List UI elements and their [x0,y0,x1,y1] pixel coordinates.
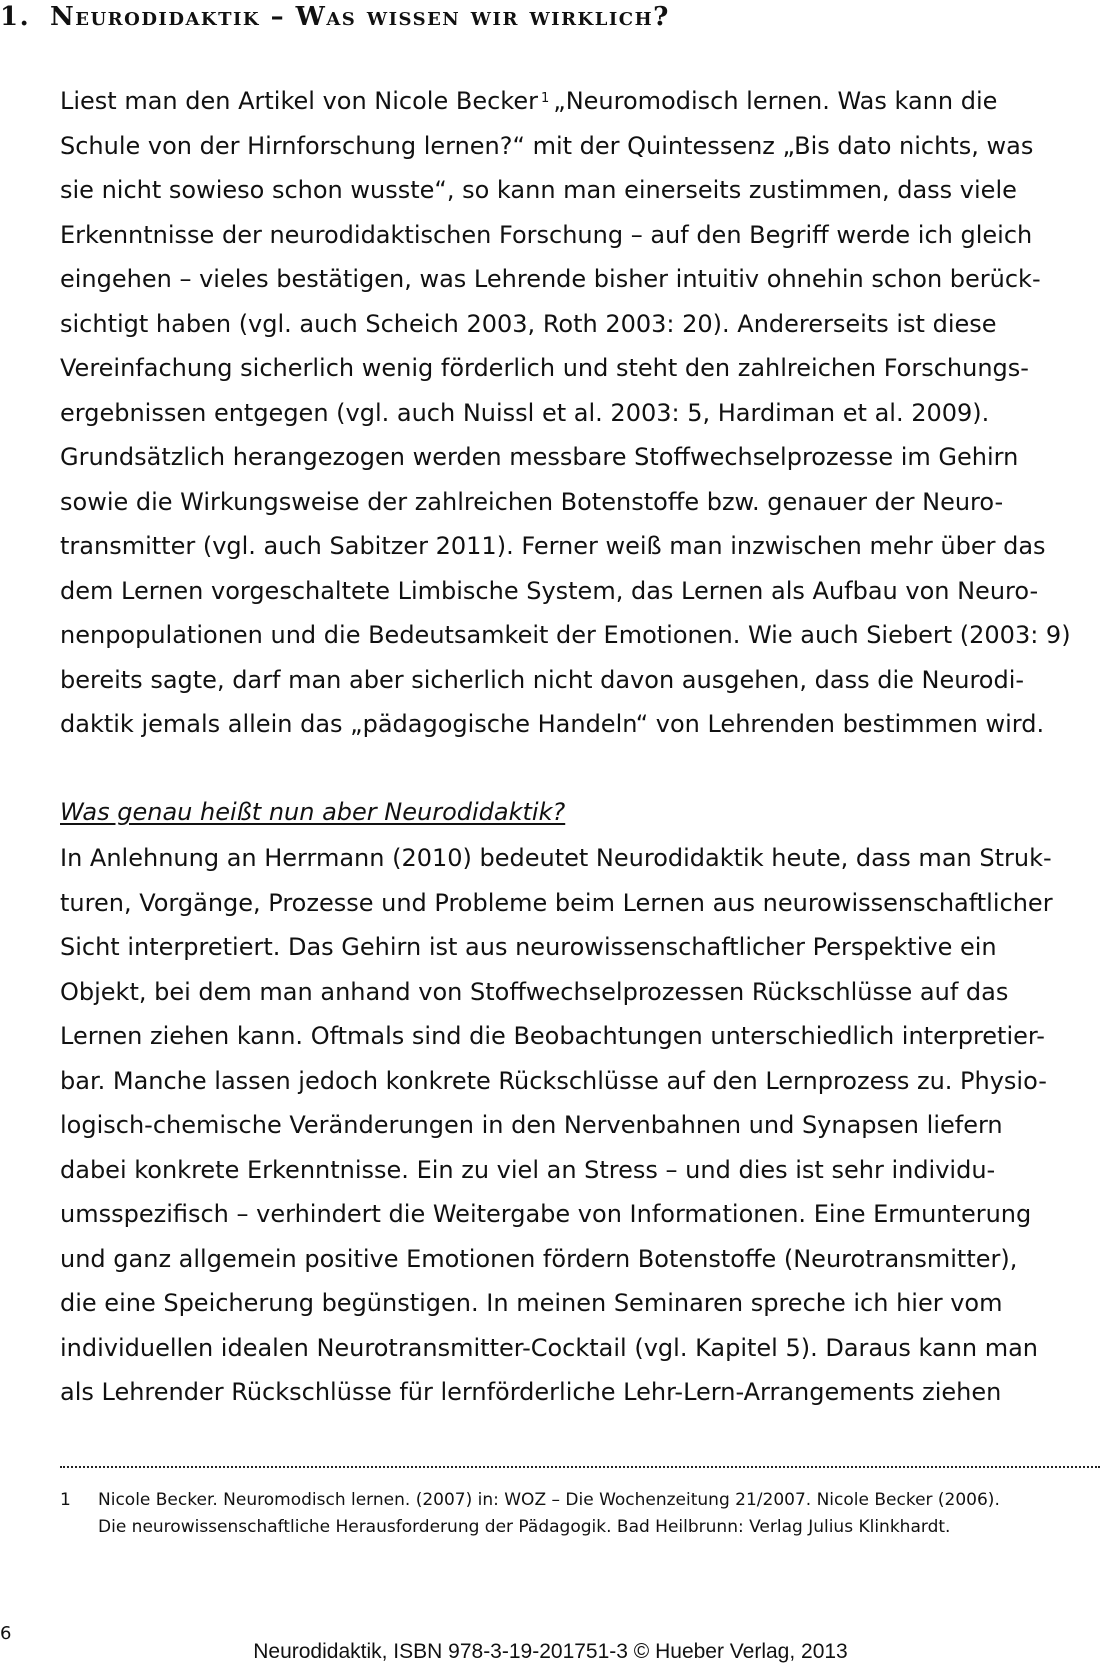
paragraph-line: sichtigt haben (vgl. auch Scheich 2003, Roth 2003: 20). Andererseits ist diese [60,309,997,338]
paragraph-line: ergebnissen entgegen (vgl. auch Nuissl et al. 2003: 5, Hardiman et al. 2009). [60,398,990,427]
paragraph-line: In Anlehnung an Herrmann (2010) bedeutet Neurodidaktik heute, dass man Struk- [60,844,1052,872]
text-after-footnote-ref: „Neuromodisch lernen. Was kann die [553,87,998,115]
paragraph-definition [60,836,1100,1415]
footnote-number: 1 [60,1490,71,1510]
paragraph-line: dabei konkrete Erkenntnisse. Ein zu viel an Stress – und dies ist sehr individu- [60,1155,996,1184]
text-before-footnote-ref: Liest man den Artikel von Nicole Becker [60,87,538,115]
section-subheading: Was genau heißt nun aber Neurodidaktik? [60,798,566,826]
paragraph-line: sie nicht sowieso schon wusste“, so kann man einerseits zustimmen, dass viele [60,176,1017,204]
paragraph-line: Erkenntnisse der neurodidaktischen Forschung – auf den Begriff werde ich gleich [60,220,1033,249]
page-footer: Neurodidaktik, ISBN 978-3-19-201751-3 © Hueber Verlag, 2013 [253,1640,848,1663]
paragraph-line [60,79,1100,124]
paragraph-line: Objekt, bei dem man anhand von Stoffwechselprozessen Rückschlüsse auf das [60,977,1009,1006]
paragraph-line: als Lehrender Rückschlüsse für lernförderliche Lehr-Lern-Arrangements ziehen [60,1378,1002,1406]
paragraph-line: bar. Manche lassen jedoch konkrete Rückschlüsse auf den Lernprozess zu. Physio- [60,1066,1047,1095]
footnote-line: Nicole Becker. Neuromodisch lernen. (2007) in: WOZ – Die Wochenzeitung 21/2007. Nicole Becker (2006). [98,1490,1000,1510]
footnote-line: Die neurowissenschaftliche Herausforderung der Pädagogik. Bad Heilbrunn: Verlag Julius Klinkhardt. [98,1517,951,1537]
footnote-divider [60,1466,1100,1468]
page-number: 6 [0,1623,12,1644]
paragraph-line: Grundsätzlich herangezogen werden messbare Stoffwechselprozesse im Gehirn [60,443,1019,471]
chapter-title: Neurodidaktik – Was wissen wir wirklich? [50,2,670,32]
paragraph-line: umsspezifisch – verhindert die Weitergabe von Informationen. Eine Ermunterung [60,1200,1032,1228]
paragraph-line: nenpopulationen und die Bedeutsamkeit der Emotionen. Wie auch Siebert (2003: 9) [60,621,1071,649]
paragraph-line: Lernen ziehen kann. Oftmals sind die Beobachtungen unterschiedlich interpretier- [60,1022,1045,1050]
paragraph-line: eingehen – vieles bestätigen, was Lehrende bisher intuitiv ohnehin schon berück- [60,265,1041,293]
paragraph-line: bereits sagte, darf man aber sicherlich nicht davon ausgehen, dass die Neurodi- [60,665,1025,694]
paragraph-line: turen, Vorgänge, Prozesse und Probleme beim Lernen aus neurowissenschaftlicher [60,888,1053,917]
chapter-number: 1. [0,2,31,32]
paragraph-line: und ganz allgemein positive Emotionen fördern Botenstoffe (Neurotransmitter), [60,1244,1018,1273]
paragraph-line: individuellen idealen Neurotransmitter-Cocktail (vgl. Kapitel 5). Daraus kann man [60,1333,1038,1362]
chapter-heading [0,0,1101,34]
paragraph-line: Sicht interpretiert. Das Gehirn ist aus neurowissenschaftlicher Perspektive ein [60,933,997,961]
paragraph-line: dem Lernen vorgeschaltete Limbische System, das Lernen als Aufbau von Neuro- [60,576,1039,605]
footnote-text [98,1487,1100,1541]
paragraph-line: logisch-chemische Veränderungen in den Nervenbahnen und Synapsen liefern [60,1111,1003,1139]
paragraph-line: Schule von der Hirnforschung lernen?“ mit der Quintessenz „Bis dato nichts, was [60,131,1034,160]
paragraph-intro [60,79,1100,747]
paragraph-line: sowie die Wirkungsweise der zahlreichen Botenstoffe bzw. genauer der Neuro- [60,487,1004,516]
paragraph-line: transmitter (vgl. auch Sabitzer 2011). Ferner weiß man inzwischen mehr über das [60,532,1046,560]
paragraph-line: die eine Speicherung begünstigen. In meinen Seminaren spreche ich hier vom [60,1289,1003,1317]
paragraph-line: Vereinfachung sicherlich wenig förderlich und steht den zahlreichen Forschungs- [60,354,1029,382]
paragraph-line: daktik jemals allein das „pädagogische Handeln“ von Lehrenden bestimmen wird. [60,710,1045,738]
footnote [60,1487,1100,1541]
footnote-ref[interactable]: 1 [540,91,550,106]
